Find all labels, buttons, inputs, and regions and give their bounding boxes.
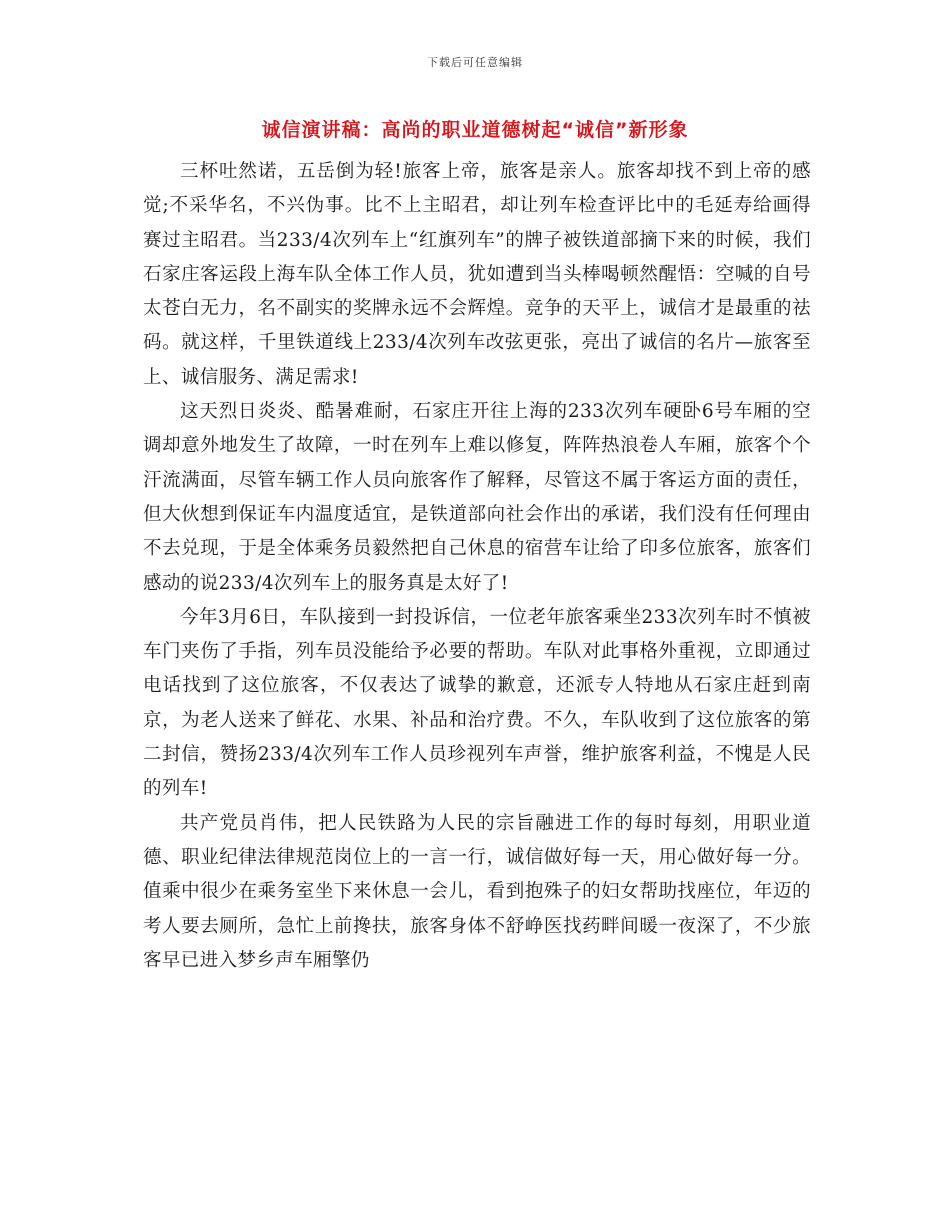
document-title: 诚信演讲稿：高尚的职业道德树起“诚信”新形象: [261, 119, 689, 141]
paragraph: 共产党员肖伟，把人民铁路为人民的宗旨融进工作的每时每刻，用职业道德、职业纪律法律规范岗位上的一言一行，诚信做好每一天，用心做好每一分。值乘中很少在乘务室坐下来休息一会儿，看到抱殊子的妇女帮助找座位，年迈的考人要去厕所，急忙上前搀扶，旅客身体不舒峥医找药畔间暖一夜深了，不少旅客早已进入梦乡声车厢擎仍: [143, 812, 811, 971]
paragraph: 这天烈日炎炎、酷暑难耐，石家庄开往上海的233次列车硬卧6号车厢的空调却意外地发生了故障，一时在列车上难以修复，阵阵热浪卷人车厢，旅客个个汗流满面，尽管车辆工作人员向旅客作了解释，尽管这不属于客运方面的责任，但大伙想到保证车内温度适宜，是铁道部向社会作出的承诺，我们没有任何理由不去兑现，于是全体乘务员毅然把自己休息的宿营车让给了印多位旅客，旅客们感动的说233/4次列车上的服务真是太好了!: [143, 401, 811, 594]
paragraph: 今年3月6日，车队接到一封投诉信，一位老年旅客乘坐233次列车时不慎被车门夹伤了手指，列车员没能给予必要的帮助。车队对此事格外重视，立即通过电话找到了这位旅客，不仅表达了诚挚的歉意，还派专人特地从石家庄赶到南京，为老人送来了鲜花、水果、补品和治疗费。不久，车队收到了这位旅客的第二封信，赞扬233/4次列车工作人员珍视列车声誉，维护旅客利益，不愧是人民的列车!: [143, 606, 811, 800]
paragraph: 三杯吐然诺，五岳倒为轻!旅客上帝，旅客是亲人。旅客却找不到上帝的感觉;不采华名，不兴伪事。比不上主昭君，却让列车检查评比中的毛延寿给画得赛过主昭君。当233/4次列车上“红旗列车”的牌子被铁道部摘下来的时候，我们石家庄客运段上海车队全体工作人员，犹如遭到当头棒喝顿然醒悟：空喊的自号太苍白无力，名不副实的奖牌永远不会辉煌。竞争的天平上，诚信才是最重的祛码。就这样，千里铁道线上233/4次列车改弦更张，亮出了诚信的名片—旅客至上、诚信服务、满足需求!: [143, 161, 811, 388]
document-body: [143, 155, 811, 978]
header-note: 下载后可任意编辑: [427, 56, 523, 69]
